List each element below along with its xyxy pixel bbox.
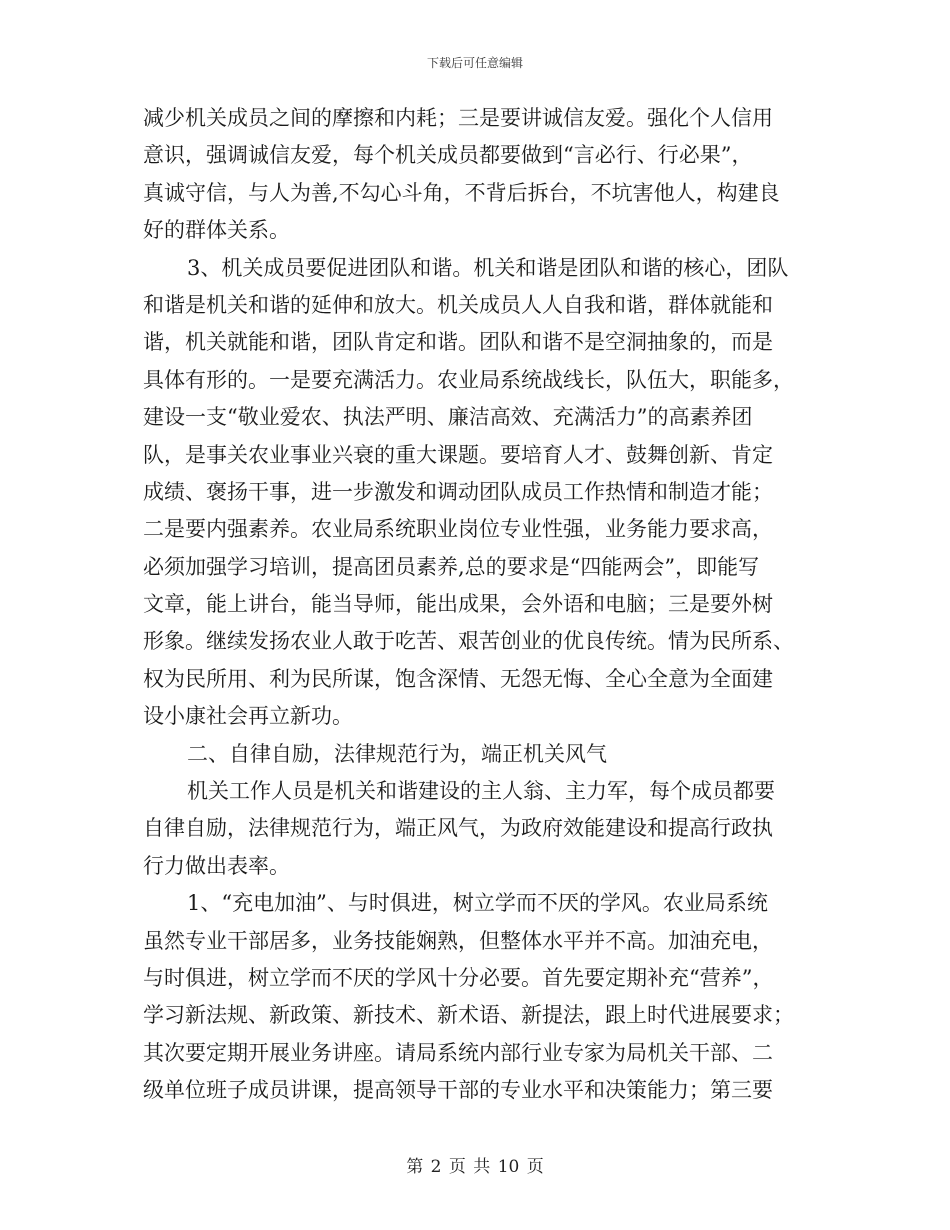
text-line: 具体有形的。一是要充满活力。农业局系统战线长，队伍大，职能多， bbox=[143, 367, 794, 392]
text-line: 队，是事关农业事业兴衰的重大课题。要培育人才、鼓舞创新、肯定 bbox=[143, 442, 773, 467]
text-line: 其次要定期开展业务讲座。请局系统内部行业专家为局机关干部、二 bbox=[143, 1040, 773, 1065]
text-line: 减少机关成员之间的摩擦和内耗；三是要讲诚信友爱。强化个人信用 bbox=[143, 106, 773, 130]
page-header-note: 下载后可任意编辑 bbox=[426, 56, 523, 70]
text-line: 与时俱进，树立学而不厌的学风十分必要。首先要定期补充“营养”， bbox=[143, 965, 774, 990]
text-line: 谐，机关就能和谐，团队肯定和谐。团队和谐不是空洞抽象的，而是 bbox=[143, 330, 773, 355]
text-line: 形象。继续发扬农业人敢于吃苦、艰苦创业的优良传统。情为民所系、 bbox=[143, 629, 794, 654]
text-line: 机关工作人员是机关和谐建设的主人翁、主力军，每个成员都要 bbox=[187, 779, 775, 804]
page-number-footer: 第 2 页 共 10 页 bbox=[406, 1157, 544, 1177]
section-heading: 二、自律自励，法律规范行为，端正机关风气 bbox=[187, 741, 607, 766]
text-line: 行力做出表率。 bbox=[143, 853, 290, 878]
text-line: 级单位班子成员讲课，提高领导干部的专业水平和决策能力；第三要 bbox=[143, 1078, 773, 1103]
text-line: 必须加强学习培训，提高团员素养,总的要求是“四能两会”，即能写 bbox=[143, 554, 760, 579]
text-line: 二是要内强素养。农业局系统职业岗位专业性强，业务能力要求高， bbox=[143, 517, 773, 542]
text-line: 设小康社会再立新功。 bbox=[143, 704, 353, 729]
text-line: 意识，强调诚信友爱，每个机关成员都要做到“言必行、行必果”， bbox=[143, 143, 753, 168]
text-line: 权为民所用、利为民所谋，饱含深情、无怨无悔、全心全意为全面建 bbox=[143, 666, 773, 691]
document-body bbox=[143, 100, 808, 1110]
text-line: 自律自励，法律规范行为，端正风气，为政府效能建设和提高行政执 bbox=[143, 816, 773, 841]
text-line: 和谐是机关和谐的延伸和放大。机关成员人人自我和谐，群体就能和 bbox=[143, 292, 773, 317]
text-line: 3、机关成员要促进团队和谐。机关和谐是团队和谐的核心，团队 bbox=[187, 255, 789, 280]
text-line: 好的群体关系。 bbox=[143, 218, 290, 243]
text-line: 1、“充电加油”、与时俱进，树立学而不厌的学风。农业局系统 bbox=[187, 891, 768, 916]
text-line: 学习新法规、新政策、新技术、新术语、新提法，跟上时代进展要求； bbox=[143, 1003, 794, 1028]
text-line: 真诚守信，与人为善,不勾心斗角，不背后拆台，不坑害他人，构建良 bbox=[143, 180, 780, 205]
text-line: 建设一支“敬业爱农、执法严明、廉洁高效、充满活力”的高素养团 bbox=[143, 405, 753, 430]
text-line: 文章，能上讲台，能当导师，能出成果，会外语和电脑；三是要外树 bbox=[143, 592, 773, 617]
text-line: 虽然专业干部居多，业务技能娴熟，但整体水平并不高。加油充电， bbox=[143, 928, 773, 953]
text-line: 成绩、褒扬干事，进一步激发和调动团队成员工作热情和制造才能； bbox=[143, 479, 773, 504]
